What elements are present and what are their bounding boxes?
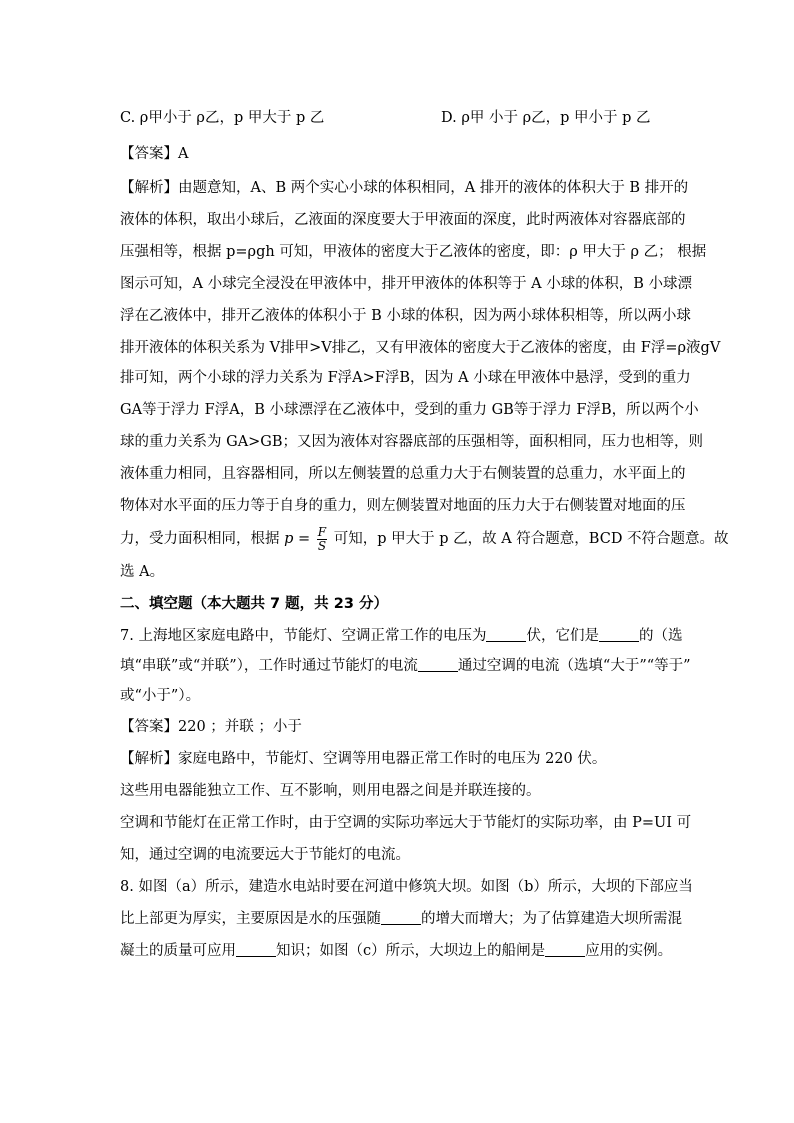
pressure-fraction <box>317 526 327 553</box>
q6-analysis-line: 排可知，两个小球的浮力关系为 F浮A>F浮B，因为 A 小球在甲液体中悬浮，受到的重力 <box>120 370 691 386</box>
q6-last-line: 选 A。 <box>120 564 165 580</box>
answer-blank <box>486 627 526 642</box>
q7-text: 伏，它们是 <box>526 628 599 644</box>
answer-blank <box>381 910 421 925</box>
fraction-numerator: F <box>317 524 327 539</box>
q6-analysis-line: 球的重力关系为 GA>GB；又因为液体对容器底部的压强相等，面积相同，压力也相等，则 <box>120 434 704 450</box>
q8-text: 凝土的质量可应用 <box>120 943 236 959</box>
q6-analysis-line: 排开液体的体积关系为 V排甲>V排乙，又有甲液体的密度大于乙液体的密度，由 F浮=ρ液gV <box>120 340 721 356</box>
q7-text: 通过空调的电流（选填“大于”“等于” <box>457 658 691 674</box>
q7-line-2 <box>120 656 691 676</box>
q8-text: 的增大而增大；为了估算建造大坝所需混 <box>421 911 682 927</box>
q7-text: 的（选 <box>638 628 683 644</box>
q6-analysis-line: 液体的体积，取出小球后，乙液面的深度要大于甲液面的深度，此时两液体对容器底部的 <box>120 212 686 228</box>
q7-analysis-line: 这些用电器能独立工作、互不影响，则用电器之间是并联连接的。 <box>120 783 541 799</box>
q7-analysis-line: 【解析】家庭电路中，节能灯、空调等用电器正常工作时的电压为 220 伏。 <box>120 751 607 767</box>
q6-analysis-line: 图示可知，A 小球完全浸没在甲液体中，排开甲液体的体积等于 A 小球的体积，B 小球漂 <box>120 276 693 292</box>
q6-answer: 【答案】A <box>120 146 189 162</box>
q6-formula-line: 力，受力面积相同，根据 p = $\frac{F}{S}$ 可知，p 甲大于 p 乙，故 A 符合题意，BCD 不符合题意。故 <box>120 524 729 553</box>
q7-answer: 【答案】220 ；并联 ；小于 <box>120 719 302 735</box>
q8-text: 知识；如图（c）所示，大坝边上的船闸是 <box>276 943 546 959</box>
q6-analysis-line: GA等于浮力 F浮A，B 小球漂浮在乙液体中，受到的重力 GB等于浮力 F浮B，所以两个小 <box>120 402 699 418</box>
q6-analysis-line: 压强相等，根据 p=ρgh 可知，甲液体的密度大于乙液体的密度，即：ρ 甲大于 ρ 乙； 根据 <box>120 244 707 260</box>
q7-text: 填“串联”或“并联”），工作时通过节能灯的电流 <box>120 658 418 674</box>
fraction-denominator: S <box>317 538 327 553</box>
q8-text: 比上部更为厚实，主要原因是水的压强随 <box>120 911 381 927</box>
q7-text: 7. 上海地区家庭电路中，节能灯、空调正常工作的电压为 <box>120 628 487 644</box>
q7-analysis-line: 空调和节能灯在正常工作时，由于空调的实际功率远大于节能灯的实际功率，由 P=UI 可 <box>120 815 692 831</box>
q6-analysis-line: 物体对水平面的压力等于自身的重力，则左侧装置对地面的压力大于右侧装置对地面的压 <box>120 498 686 514</box>
q8-line-1: 8. 如图（a）所示，建造水电站时要在河道中修筑大坝。如图（b）所示，大坝的下部应当 <box>120 879 693 895</box>
q7-line-3: 或“小于”）。 <box>120 688 201 704</box>
q6-analysis-line: 浮在乙液体中，排开乙液体的体积小于 B 小球的体积，因为两小球体积相等，所以两小球 <box>120 308 691 324</box>
answer-blank <box>236 942 276 957</box>
q8-text: 应用的实例。 <box>585 943 673 959</box>
formula-post: 可知，p 甲大于 p 乙，故 A 符合题意，BCD 不符合题意。故 <box>333 531 729 547</box>
answer-blank <box>545 942 585 957</box>
section-title: 二、填空题（本大题共 7 题，共 23 分） <box>120 596 388 612</box>
answer-blank <box>599 627 639 642</box>
q6-analysis-line: 【解析】由题意知，A、B 两个实心小球的体积相同，A 排开的液体的体积大于 B 排开的 <box>120 180 689 196</box>
q8-line-3 <box>120 941 672 961</box>
formula-pre: 力，受力面积相同，根据 <box>120 531 280 547</box>
option-c: C. ρ甲小于 ρ乙，p 甲大于 p 乙 <box>120 110 325 126</box>
option-d: D. ρ甲 小于 ρ乙，p 甲小于 p 乙 <box>441 110 651 126</box>
q7-line-1 <box>120 626 682 646</box>
answer-blank <box>418 657 458 672</box>
q8-line-2 <box>120 909 682 929</box>
q7-analysis-line: 知，通过空调的电流要远大于节能灯的电流。 <box>120 847 410 863</box>
q6-analysis-line: 液体重力相同，且容器相同，所以左侧装置的总重力大于右侧装置的总重力，水平面上的 <box>120 466 686 482</box>
